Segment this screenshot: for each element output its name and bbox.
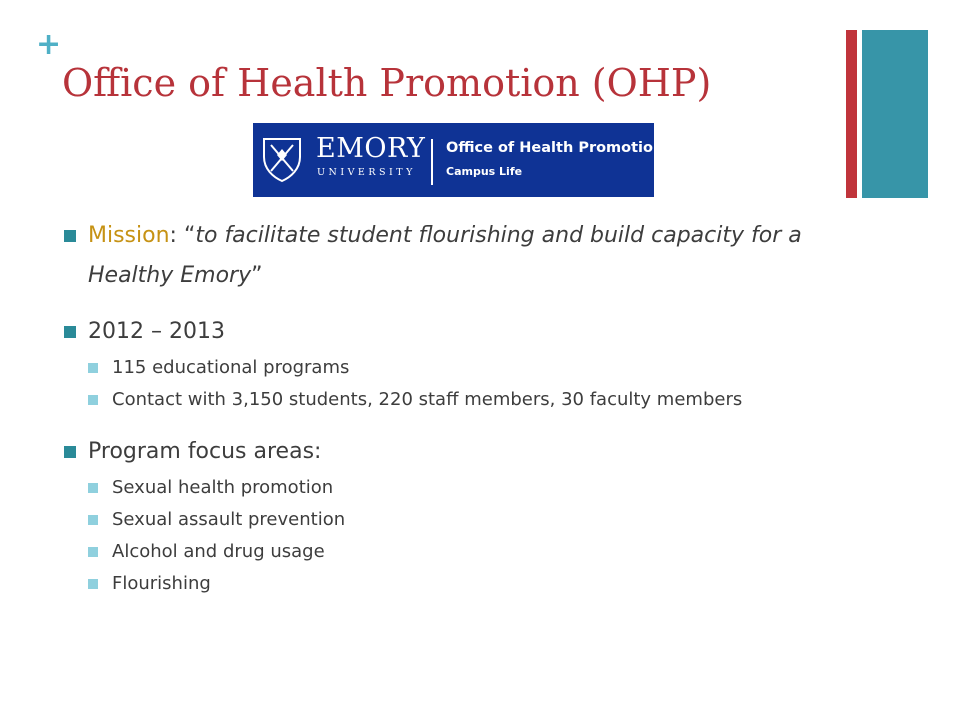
bullet-focus-areas: Program focus areas: [64,432,804,472]
focus-item: Sexual health promotion [88,472,804,504]
logo-office-text: Office of Health Promotion [446,140,664,156]
bullet-year: 2012 – 2013 [64,312,804,352]
logo-divider [431,139,433,185]
mission-colon: : [169,223,184,248]
year-item: 115 educational programs [88,352,804,384]
mission-close-quote: ” [251,263,263,288]
logo-emory-text: EMORY [316,133,426,164]
year-item: Contact with 3,150 students, 220 staff members, 30 faculty members [88,384,804,416]
emory-shield-icon [261,135,303,183]
focus-item: Flourishing [88,568,804,600]
focus-item: Sexual assault prevention [88,504,804,536]
slide-content [64,216,804,600]
focus-item: Alcohol and drug usage [88,536,804,568]
logo-campus-life-text: Campus Life [446,165,523,178]
logo-university-text: UNIVERSITY [317,167,416,178]
decorative-teal-bar [862,30,928,198]
mission-statement: to facilitate student flourishing and build capacity for a Healthy Emory [88,223,802,288]
bullet-mission [64,216,804,296]
slide-title: Office of Health Promotion (OHP) [62,61,712,105]
mission-label: Mission [88,223,170,248]
mission-open-quote: “ [183,223,196,248]
emory-ohp-logo [253,123,664,197]
plus-icon: + [36,27,62,62]
decorative-red-bar [846,30,857,198]
